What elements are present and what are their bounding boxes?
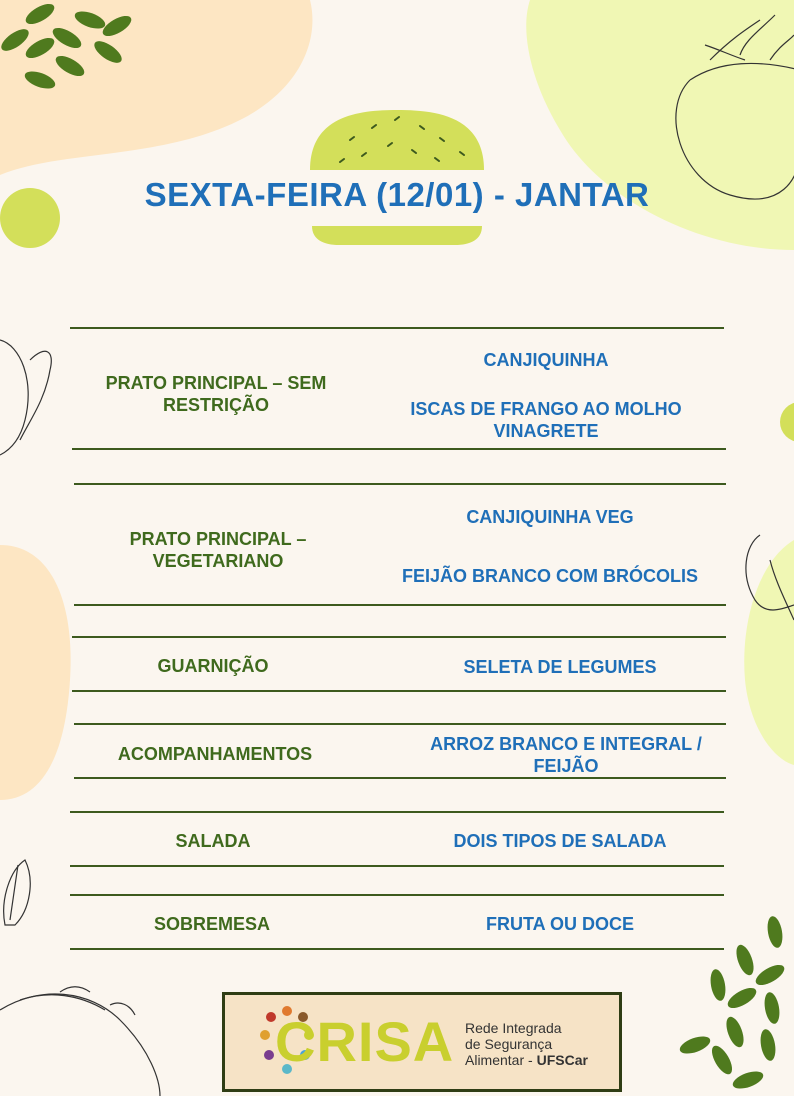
- menu-item: CANJIQUINHA: [483, 350, 609, 370]
- menu-item: DOIS TIPOS DE SALADA: [453, 831, 667, 851]
- category-label: GUARNIÇÃO: [157, 656, 269, 676]
- menu-item: FRUTA OU DOCE: [486, 914, 634, 934]
- category-label: PRATO PRINCIPAL – SEM RESTRIÇÃO: [105, 373, 327, 415]
- logo-line-2: de Segurança: [465, 1036, 553, 1052]
- page-title: SEXTA-FEIRA (12/01) - JANTAR: [144, 176, 650, 213]
- row-divider: [70, 948, 724, 950]
- row-divider: [70, 327, 724, 329]
- crisa-logo-text: CRISA: [275, 1010, 455, 1073]
- logo-line-3: [465, 1052, 588, 1068]
- category-label: ACOMPANHAMENTOS: [117, 744, 313, 764]
- row-divider: [74, 483, 726, 485]
- row-divider: [70, 811, 724, 813]
- row-divider: [74, 723, 726, 725]
- crisa-logo-box: [222, 992, 622, 1092]
- menu-item: ARROZ BRANCO E INTEGRAL / FEIJÃO: [430, 734, 702, 776]
- row-divider: [72, 636, 726, 638]
- menu-item: SELETA DE LEGUMES: [463, 657, 657, 677]
- logo-line-3-text: Alimentar -: [465, 1052, 537, 1068]
- row-divider: [74, 604, 726, 606]
- category-label: SOBREMESA: [153, 914, 270, 934]
- row-divider: [72, 690, 726, 692]
- row-divider: [70, 894, 724, 896]
- menu-item: FEIJÃO BRANCO COM BRÓCOLIS: [401, 566, 698, 586]
- row-divider: [74, 777, 726, 779]
- category-label: PRATO PRINCIPAL – VEGETARIANO: [129, 529, 307, 571]
- logo-ufscar: UFSCar: [536, 1052, 588, 1068]
- logo-line-1: Rede Integrada: [465, 1020, 562, 1036]
- row-divider: [70, 865, 724, 867]
- row-divider: [72, 448, 726, 450]
- category-label: SALADA: [175, 831, 251, 851]
- menu-item: CANJIQUINHA VEG: [466, 507, 634, 527]
- menu-item: ISCAS DE FRANGO AO MOLHO VINAGRETE: [410, 399, 682, 441]
